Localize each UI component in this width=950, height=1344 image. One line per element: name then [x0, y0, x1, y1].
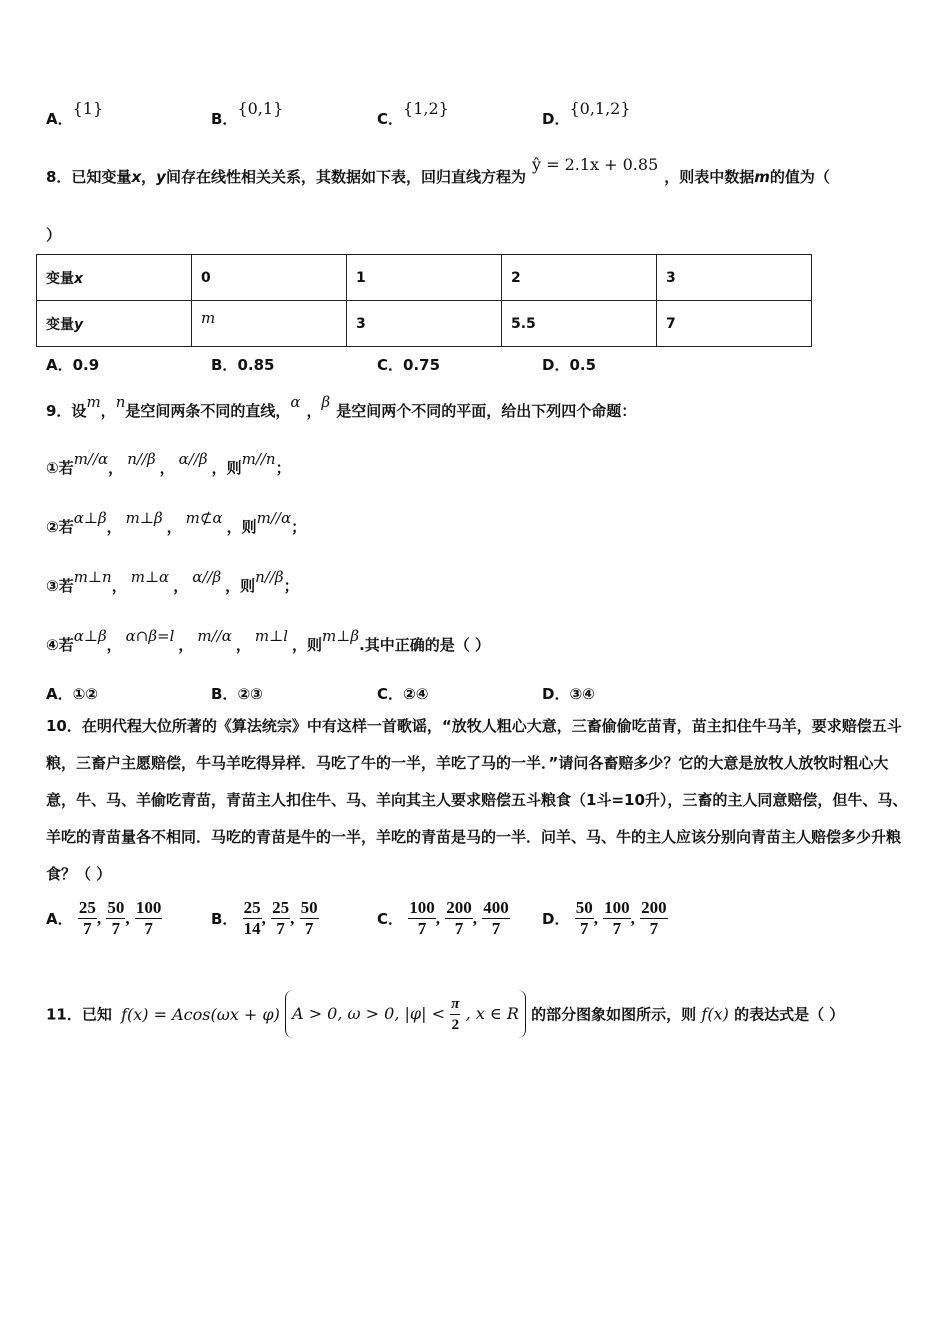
table-cell: 5.5 [502, 301, 657, 347]
q7-option-b[interactable]: B．{0,1} [211, 99, 284, 128]
table-cell: 1 [347, 255, 502, 301]
fraction: $\frac{25}{14}$ [243, 898, 261, 938]
fraction: $\frac{50}{7}$ [575, 898, 593, 938]
fraction: $\frac{200}{7}$ [641, 898, 667, 938]
q10-option-a[interactable]: A． $\frac{25}{7}$ , $\frac{50}{7}$ , $\frac{100}{7}$ [46, 898, 162, 938]
q8-data-table [36, 254, 812, 347]
table-row [37, 255, 812, 301]
q8-option-b[interactable]: B．0.85 [211, 356, 275, 374]
q10-stem: 10．在明代程大位所著的《算法统宗》中有这样一首歌谣，“放牧人粗心大意，三畜偷偷吃苗青，苗主扣住牛马羊，要求赔偿五斗粮，三畜户主愿赔偿，牛马羊吃得异样．马吃了牛的一半，羊吃了马的一半．”请问各畜赔多少？它的大意是放牧人放牧时粗心大意，牛、马、羊偷吃青苗，青苗主人扣住牛、马、羊向其主人要求赔偿五斗粮食（1斗=10升），三畜的主人同意赔偿，但牛、马、羊吃的青苗量各不相同．马吃的青苗是牛的一半，羊吃的青苗是马的一半．问羊、马、牛的主人应该分别向青苗主人赔偿多少升粮食？（ ） [46, 717, 908, 883]
q7-option-d[interactable]: D．{0,1,2} [542, 99, 631, 128]
q8-stem-close: ） [46, 226, 62, 244]
table-cell: 3 [657, 255, 812, 301]
row-header-x: 变量x [37, 255, 192, 301]
q9-proposition-1: ①若m//α， n//β ， α//β ，则m//n； [46, 450, 291, 477]
q8-option-a[interactable]: A．0.9 [46, 356, 100, 374]
q11-stem: 11．已知 f(x) = Acos(ωx + φ) A > 0, ω > 0, |φ| < $\frac{\pi}{2}$ , x ∈ R 的部分图象如图所示，则 f(x) 的表达式是（ ） [46, 990, 844, 1038]
regression-equation: ŷ = 2.1x + 0.85 [531, 155, 659, 174]
q9-proposition-2: ②若α⊥β， m⊥β ， m⊄α ，则m//α； [46, 509, 307, 536]
table-cell: 0 [192, 255, 347, 301]
q9-option-c[interactable]: C．②④ [377, 685, 429, 703]
q9-proposition-3: ③若m⊥n， m⊥α ， α//β ，则n//β； [46, 568, 299, 595]
table-row [37, 301, 812, 347]
q9-option-b[interactable]: B．②③ [211, 685, 263, 703]
condition-bracket: A > 0, ω > 0, |φ| < $\frac{\pi}{2}$ , x ∈ R [285, 990, 526, 1038]
fraction: $\frac{50}{7}$ [300, 898, 318, 938]
q7-option-c[interactable]: C．{1,2} [377, 99, 449, 128]
fraction: $\frac{25}{7}$ [78, 898, 96, 938]
q9-stem: 9．设m，n是空间两条不同的直线，α ，β 是空间两个不同的平面，给出下列四个命题： [46, 393, 637, 420]
table-cell: 2 [502, 255, 657, 301]
q8-option-c[interactable]: C．0.75 [377, 356, 441, 374]
q8-option-d[interactable]: D．0.5 [542, 356, 597, 374]
function-definition: f(x) = Acos(ωx + φ) [121, 1004, 280, 1024]
q8-stem: 8．已知变量x，y间存在线性相关关系，其数据如下表，回归直线方程为ŷ = 2.1x + 0.85，则表中数据m的值为（ [46, 155, 830, 186]
fraction: $\frac{25}{7}$ [272, 898, 290, 938]
q10-option-d[interactable]: D． $\frac{50}{7}$ , $\frac{100}{7}$ , $\frac{200}{7}$ [542, 898, 667, 938]
fraction: $\frac{400}{7}$ [483, 898, 509, 938]
q10-option-c[interactable]: C． $\frac{100}{7}$ , $\frac{200}{7}$ , $\frac{400}{7}$ [377, 898, 509, 938]
table-cell: 7 [657, 301, 812, 347]
q9-option-d[interactable]: D．③④ [542, 685, 595, 703]
q9-proposition-4: ④若α⊥β， α∩β=l ， m//α ， m⊥l ，则m⊥β.其中正确的是（ ） [46, 627, 490, 654]
table-cell: 3 [347, 301, 502, 347]
table-cell: m [192, 301, 347, 347]
fraction: $\frac{50}{7}$ [107, 898, 125, 938]
q10-option-b[interactable]: B． $\frac{25}{14}$ , $\frac{25}{7}$ , $\frac{50}{7}$ [211, 898, 318, 938]
fraction: $\frac{200}{7}$ [446, 898, 472, 938]
q9-option-a[interactable]: A．①② [46, 685, 99, 703]
fraction: $\frac{100}{7}$ [604, 898, 630, 938]
row-header-y: 变量y [37, 301, 192, 347]
fraction: $\frac{100}{7}$ [409, 898, 435, 938]
fraction: $\frac{100}{7}$ [135, 898, 162, 938]
q7-option-a[interactable]: A．{1} [46, 99, 104, 128]
